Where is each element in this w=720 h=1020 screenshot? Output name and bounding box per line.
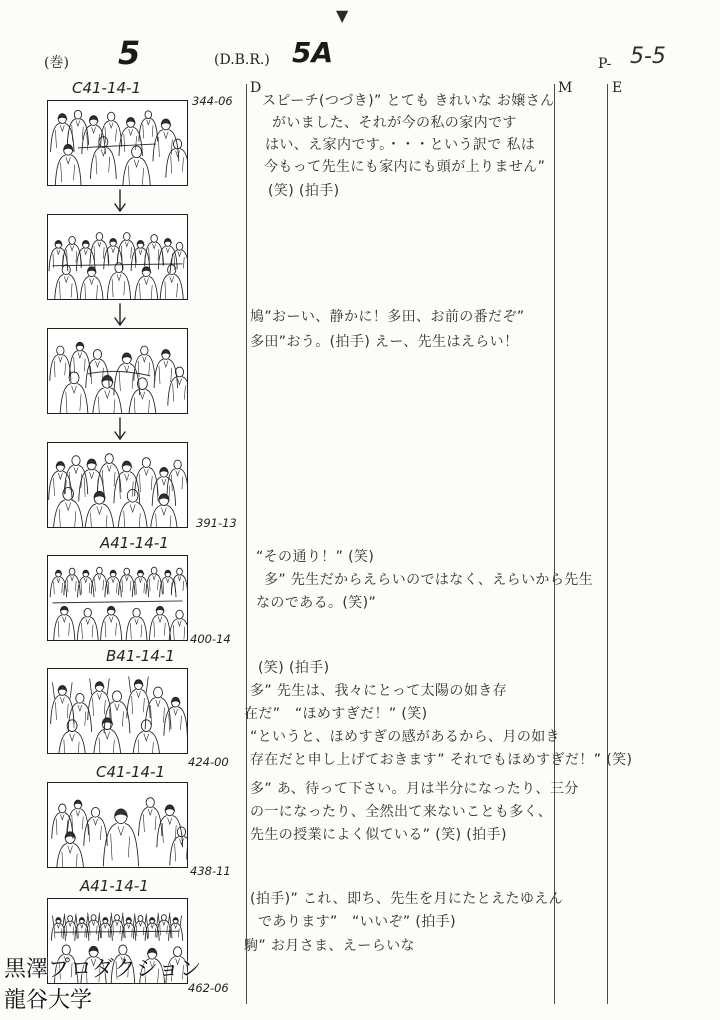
sketch-figure xyxy=(145,235,164,265)
frame-sketch xyxy=(48,669,187,753)
sketch-figure xyxy=(122,146,150,185)
sketch-figure xyxy=(92,375,122,413)
sketch-figure xyxy=(154,350,177,388)
sketch-figure xyxy=(84,491,114,527)
watermark-production: 黒澤プロダクション xyxy=(4,957,202,982)
dialogue-line: (笑) (拍手) xyxy=(258,660,330,676)
storyboard-frame xyxy=(47,328,188,414)
dialogue-line: 存在だと申し上げておきます” それでもほめすぎだ！” (笑) xyxy=(250,752,633,768)
sketch-figure xyxy=(55,144,81,185)
sketch-figure xyxy=(58,720,86,753)
timecode: 391-13 xyxy=(196,516,237,530)
dialogue-line: なのである。(笑)” xyxy=(256,595,377,611)
timecode: 438-11 xyxy=(190,864,231,878)
sketch-figure xyxy=(160,265,183,299)
dialogue-line: “その通り！” (笑) xyxy=(256,549,375,565)
sketch-figure xyxy=(49,462,72,500)
sketch-figure xyxy=(67,110,88,144)
dialogue-line: スピーチ(つづき)” とても きれいな お嬢さん xyxy=(262,93,555,109)
timecode: 344-06 xyxy=(192,94,233,108)
dialogue-line: (拍手)” これ、即ち、先生を月にたとえたゆえん xyxy=(250,891,564,907)
dialogue-line: はい、え家内です。・・・という訳で 私は xyxy=(265,137,536,153)
cut-label: C41-14-1 xyxy=(96,763,166,781)
reel-label: (巻) xyxy=(44,55,69,71)
cut-label: B41-14-1 xyxy=(106,647,175,665)
sketch-figure xyxy=(132,720,160,753)
sketch-figure xyxy=(63,236,82,266)
sketch-figure xyxy=(150,494,178,527)
sketch-figure xyxy=(76,240,95,270)
column-divider xyxy=(607,84,608,1004)
frame-sketch xyxy=(48,329,187,413)
dbr-value: 5A xyxy=(292,36,334,69)
dbr-label: (D.B.R.) xyxy=(214,52,270,68)
dialogue-line: の一になったり、全然出て来ないことも多く、 xyxy=(250,804,553,820)
dialogue-line: 先生の授業によく似ている” (笑) (拍手) xyxy=(250,827,507,843)
top-marker-icon: ▼ xyxy=(336,6,349,25)
cut-label: A41-14-1 xyxy=(80,877,149,895)
dialogue-line: 在だ” “ほめすぎだ！” (笑) xyxy=(244,706,428,722)
sketch-figure xyxy=(90,137,116,179)
sketch-figure xyxy=(167,460,187,494)
dialogue-line: 今もって先生にも家内にも頭が上りません” xyxy=(264,159,546,175)
sketch-table xyxy=(53,601,183,603)
sketch-table xyxy=(78,144,156,148)
cut-label: C41-14-1 xyxy=(72,79,142,97)
dialogue-line: 駒” お月さま、えーらいな xyxy=(244,938,415,954)
sketch-figure xyxy=(77,608,98,640)
sketch-figure xyxy=(126,608,147,640)
sketch-figure xyxy=(101,112,122,146)
sketch-figure xyxy=(56,832,84,867)
sketch-figure xyxy=(117,233,136,263)
sketch-figure xyxy=(60,372,88,413)
sketch-figure xyxy=(93,718,121,753)
sketch-figure xyxy=(157,805,183,847)
down-arrow-icon xyxy=(112,189,128,213)
storyboard-frame xyxy=(47,555,188,641)
sketch-figure xyxy=(170,827,187,865)
dialogue-line: 多田”おう。(拍手) えー、先生はえらい！ xyxy=(250,334,519,350)
sketch-figure xyxy=(145,687,171,729)
sketch-figure xyxy=(103,809,138,866)
sketch-figure xyxy=(169,610,187,640)
sketch-figure xyxy=(49,240,68,270)
frame-sketch xyxy=(48,443,187,527)
watermark-university: 龍谷大学 xyxy=(4,988,93,1013)
dialogue-line: (笑) (拍手) xyxy=(268,183,340,199)
storyboard-frame xyxy=(47,442,188,528)
sketch-figure xyxy=(135,267,158,299)
timecode: 462-06 xyxy=(188,981,229,995)
sketch-table xyxy=(88,371,151,375)
storyboard-frame xyxy=(47,100,188,186)
sketch-figure xyxy=(149,606,170,640)
sketch-figure xyxy=(117,489,147,527)
sketch-figure xyxy=(51,683,74,724)
sketch-figure xyxy=(90,233,109,263)
reel-number: 5 xyxy=(118,34,141,72)
column-divider xyxy=(246,84,247,1004)
sketch-figure xyxy=(84,807,107,845)
sketch-figure xyxy=(134,346,155,380)
sketch-figure xyxy=(170,242,187,272)
cut-label: A41-14-1 xyxy=(100,534,169,552)
dialogue-line: であります” “いいぞ” (拍手) xyxy=(258,914,456,930)
dialogue-line: 鳩”おーい、静かに！多田、お前の番だぞ” xyxy=(250,309,525,325)
timecode: 400-14 xyxy=(190,632,231,646)
sketch-figure xyxy=(97,454,120,492)
dialogue-line: “というと、ほめすぎの感があるから、月の如き xyxy=(250,729,561,745)
sketch-figure xyxy=(114,353,140,395)
dialogue-line: がいました、それが今の私の家内です xyxy=(272,115,517,131)
sketch-figure xyxy=(80,267,103,299)
column-header-d: D xyxy=(250,80,262,96)
down-arrow-icon xyxy=(112,303,128,327)
sketch-figure xyxy=(86,350,109,388)
sketch-figure xyxy=(55,265,78,299)
frame-sketch xyxy=(48,101,187,185)
dialogue-line: 多” あ、待って下さい。月は半分になったり、三分 xyxy=(250,781,579,797)
column-header-e: E xyxy=(612,80,623,96)
sketch-figure xyxy=(101,606,122,640)
sketch-figure xyxy=(166,139,187,177)
sketch-figure xyxy=(164,697,187,735)
sketch-figure xyxy=(88,679,111,720)
page-label: P- xyxy=(598,56,612,72)
dialogue-line: 多” 先生は、我々にとって太陽の如き存 xyxy=(250,683,508,699)
sketch-figure xyxy=(135,458,158,496)
frame-sketch xyxy=(48,556,187,640)
frame-sketch xyxy=(48,783,187,867)
sketch-figure xyxy=(139,111,158,141)
page-number: 5-5 xyxy=(630,44,666,69)
column-divider xyxy=(554,84,555,1004)
storyboard-frame xyxy=(47,782,188,868)
sketch-figure xyxy=(131,240,150,270)
frame-sketch xyxy=(48,215,187,299)
storyboard-frame xyxy=(47,668,188,754)
dialogue-line: 多” 先生だからえらいのではなく、えらいから先生 xyxy=(264,572,594,588)
timecode: 424-00 xyxy=(188,755,229,769)
sketch-figure xyxy=(50,346,71,380)
down-arrow-icon xyxy=(112,417,128,441)
storyboard-frame xyxy=(47,214,188,300)
column-header-m: M xyxy=(558,80,573,96)
sketch-figure xyxy=(54,606,75,640)
sketch-figure xyxy=(107,263,130,299)
